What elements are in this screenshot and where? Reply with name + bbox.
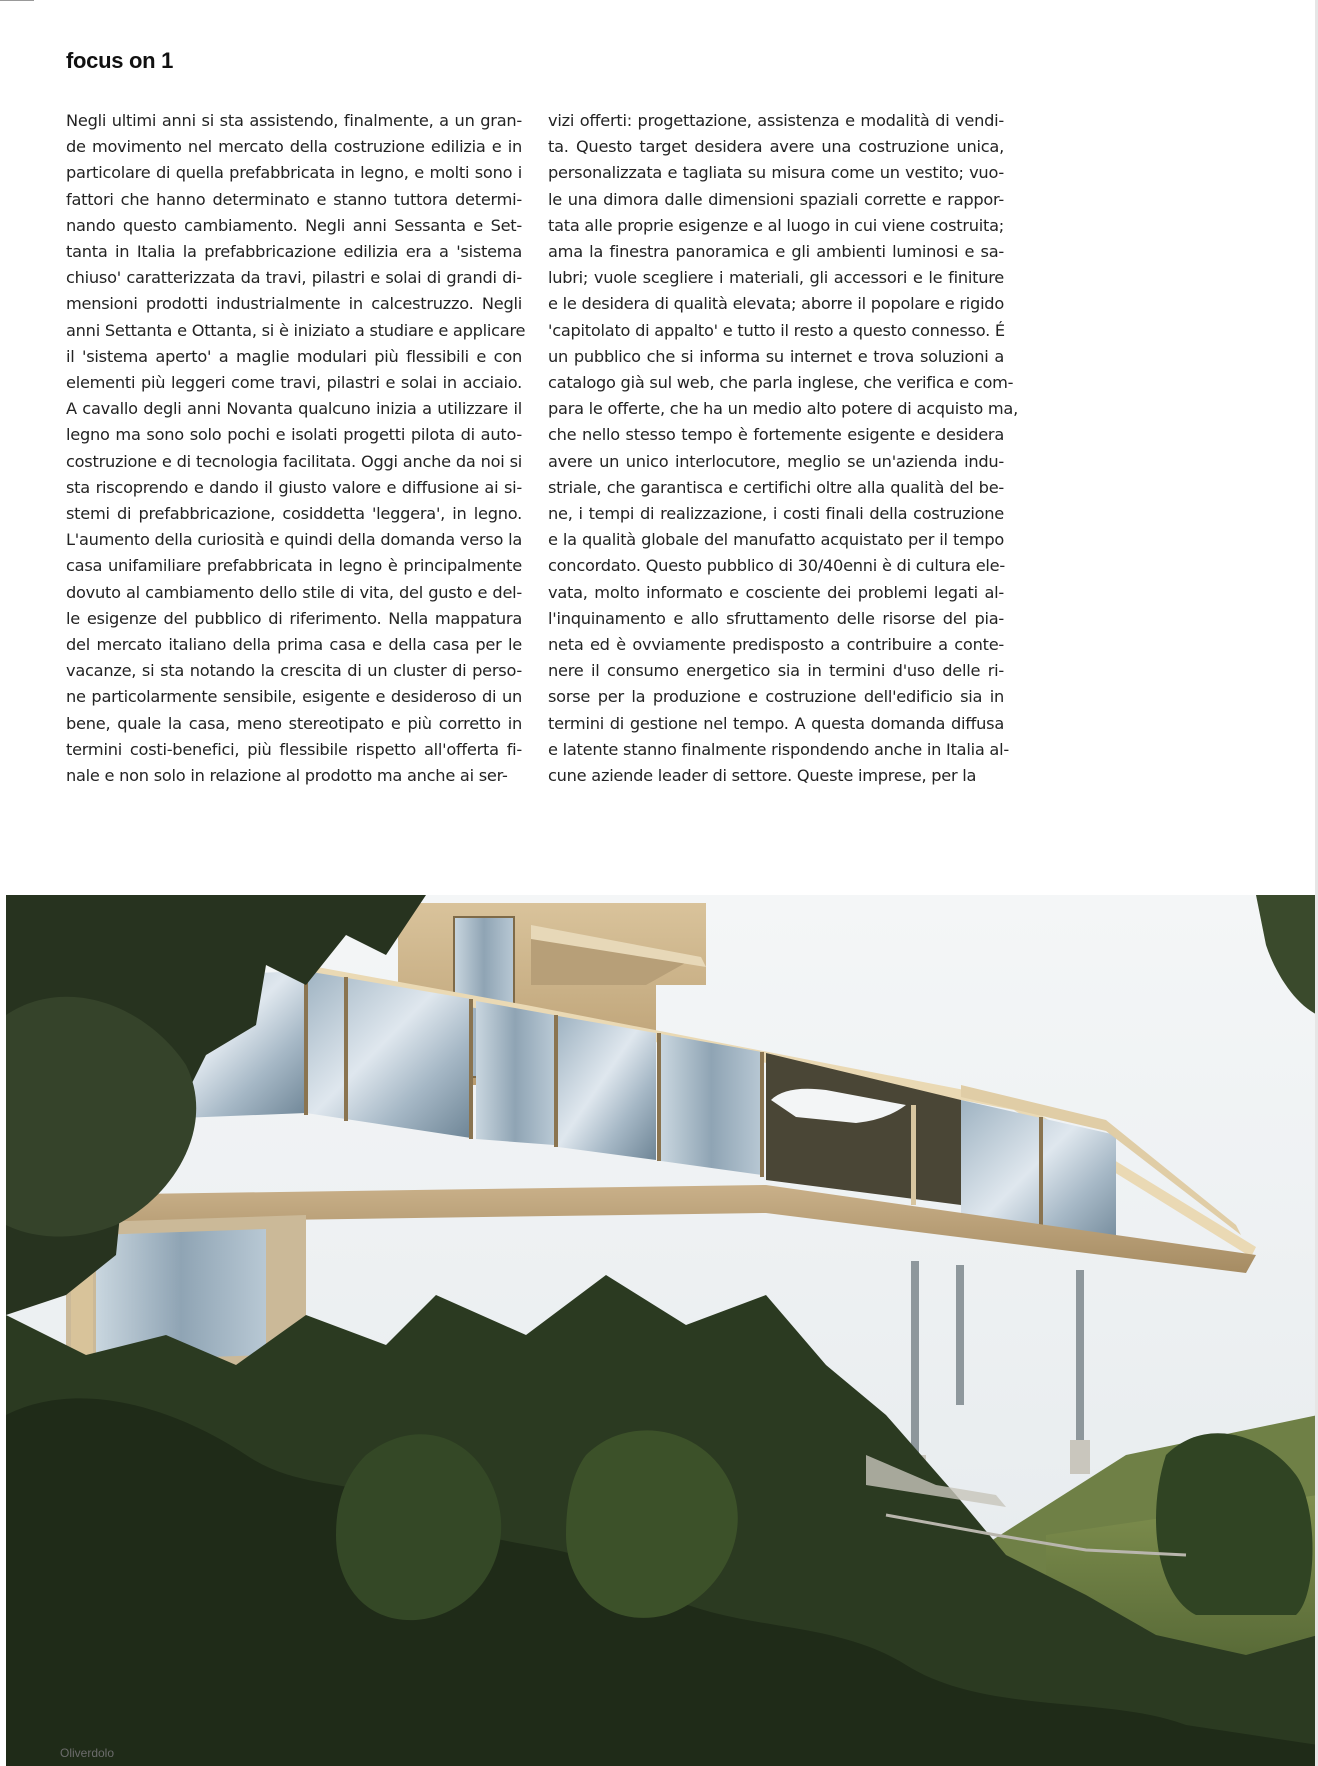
text-line: nere il consumo energetico sia in termini d'uso delle ri- xyxy=(548,661,1004,681)
text-line: Negli ultimi anni si sta assistendo, finalmente, a un gran- xyxy=(66,111,522,130)
text-line: e latente stanno finalmente rispondendo anche in Italia al- xyxy=(548,739,1009,759)
text-line: sorse per la produzione e costruzione dell'edificio sia in xyxy=(548,687,1004,707)
text-line: vacanze, si sta notando la crescita di un cluster di perso- xyxy=(66,661,522,681)
text-line: legno ma sono solo pochi e isolati progetti pilota di auto- xyxy=(66,425,522,445)
text-line: concordato. Questo pubblico di 30/40enni è di cultura ele- xyxy=(548,556,1005,576)
text-line: para le offerte, che ha un medio alto potere di acquisto ma, xyxy=(548,399,1018,419)
text-line: nale e non solo in relazione al prodotto ma anche ai ser- xyxy=(66,766,508,786)
text-line: de movimento nel mercato della costruzione edilizia e in xyxy=(66,137,522,157)
text-line: e le desidera di qualità elevata; aborre il popolare e rigido xyxy=(548,294,1004,314)
text-line: vata, molto informato e cosciente dei problemi legati al- xyxy=(548,582,1004,602)
text-line: stemi di prefabbricazione, cosiddetta 'leggera', in legno. xyxy=(66,504,522,524)
text-line: anni Settanta e Ottanta, si è iniziato a studiare e applicare xyxy=(66,320,526,340)
text-line: personalizzata e tagliata su misura come un vestito; vuo- xyxy=(548,163,1004,183)
text-line: 'capitolato di appalto' e tutto il resto a questo connesso. É xyxy=(548,320,1005,340)
text-line: il 'sistema aperto' a maglie modulari più flessibili e con xyxy=(66,346,522,366)
text-line: chiuso' caratterizzata da travi, pilastri e solai di grandi di- xyxy=(66,268,522,288)
text-line: striale, che garantisca e certifichi oltre alla qualità del be- xyxy=(548,477,1004,497)
text-line: che nello stesso tempo è fortemente esigente e desidera xyxy=(548,425,1004,445)
text-line: ne particolarmente sensibile, esigente e desideroso di un xyxy=(66,687,522,707)
text-line: ama la finestra panoramica e gli ambienti luminosi e sa- xyxy=(548,242,1004,262)
text-line: elementi più leggeri come travi, pilastri e solai in acciaio. xyxy=(66,373,522,393)
text-line: un pubblico che si informa su internet e trova soluzioni a xyxy=(548,346,1004,366)
text-line: dovuto al cambiamento dello stile di vita, del gusto e del- xyxy=(66,582,522,602)
text-line: cune aziende leader di settore. Queste imprese, per la xyxy=(548,766,977,786)
text-line: lubri; vuole scegliere i materiali, gli accessori e le finiture xyxy=(548,268,1004,288)
text-line: del mercato italiano della prima casa e della casa per le xyxy=(66,635,522,655)
top-rule xyxy=(0,0,34,1)
text-line: ne, i tempi di realizzazione, i costi finali della costruzione xyxy=(548,504,1004,524)
section-title: focus on 1 xyxy=(66,48,174,73)
text-line: mensioni prodotti industrialmente in calcestruzzo. Negli xyxy=(66,294,522,314)
text-line: fattori che hanno determinato e stanno tuttora determi- xyxy=(66,189,522,209)
text-line: casa unifamiliare prefabbricata in legno è principalmente xyxy=(66,556,522,576)
text-line: neta ed è ovviamente predisposto a contribuire a conte- xyxy=(548,635,1004,655)
text-line: tata alle proprie esigenze e al luogo in cui viene costruita; xyxy=(548,215,1004,235)
text-line: vizi offerti: progettazione, assistenza e modalità di vendi- xyxy=(548,111,1004,130)
text-line: termini costi-benefici, più flessibile rispetto all'offerta fi- xyxy=(66,739,522,759)
text-line: le una dimora dalle dimensioni spaziali corrette e rappor- xyxy=(548,189,1004,209)
text-line: sta riscoprendo e dando il giusto valore e diffusione ai si- xyxy=(66,477,522,497)
text-line: L'aumento della curiosità e quindi della domanda verso la xyxy=(66,530,522,550)
text-column-right xyxy=(548,108,1018,789)
text-line: nando questo cambiamento. Negli anni Sessanta e Set- xyxy=(66,215,522,235)
text-column-left xyxy=(66,108,526,789)
text-line: tanta in Italia la prefabbricazione edilizia era a 'sistema xyxy=(66,242,522,262)
text-line: bene, quale la casa, meno stereotipato e più corretto in xyxy=(66,713,522,733)
text-line: catalogo già sul web, che parla inglese, che verifica e com- xyxy=(548,373,1014,393)
text-line: particolare di quella prefabbricata in legno, e molti sono i xyxy=(66,163,522,183)
text-line: e la qualità globale del manufatto acquistato per il tempo xyxy=(548,530,1004,550)
house-photo xyxy=(6,895,1318,1766)
text-line: termini di gestione nel tempo. A questa domanda diffusa xyxy=(548,713,1004,733)
text-line: avere un unico interlocutore, meglio se un'azienda indu- xyxy=(548,451,1004,471)
photo-credit: Oliverdolo xyxy=(60,1746,115,1760)
text-line: A cavallo degli anni Novanta qualcuno inizia a utilizzare il xyxy=(66,399,522,419)
text-line: costruzione e di tecnologia facilitata. Oggi anche da noi si xyxy=(66,451,522,471)
text-line: ta. Questo target desidera avere una costruzione unica, xyxy=(548,137,1004,157)
text-line: le esigenze del pubblico di riferimento. Nella mappatura xyxy=(66,608,522,628)
text-line: l'inquinamento e allo sfruttamento delle risorse del pia- xyxy=(548,608,1004,628)
